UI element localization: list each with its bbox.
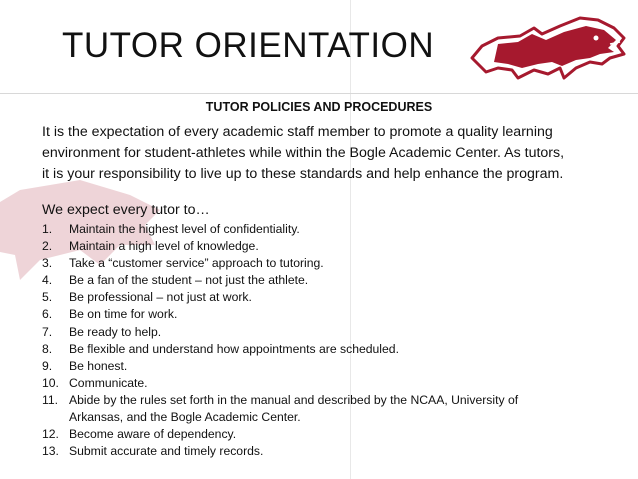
list-item: [42, 375, 602, 392]
item-number: 11.: [42, 392, 59, 407]
intro-paragraph: It is the expectation of every academic staff member to promote a quality learning environment for student-athletes while within the Bogle Academic Center. As tutors, it is your responsibility to live up to these standards and help enhance the program.: [42, 124, 565, 182]
item-number: 10.: [42, 375, 59, 390]
item-number: 13.: [42, 444, 59, 459]
item-text: Maintain the highest level of confidentiality.: [69, 222, 300, 236]
razorback-hog-logo-icon: [468, 6, 628, 90]
list-item: [42, 324, 602, 341]
list-item: [42, 341, 602, 358]
item-number: 9.: [42, 358, 53, 373]
item-text: Communicate.: [69, 375, 148, 390]
item-number: 2.: [42, 239, 53, 254]
item-text: Be a fan of the student – not just the athlete.: [69, 273, 309, 288]
item-text: Abide by the rules set forth in the manual and described by the NCAA, University of Arkansas, and the Bogle Academic Center.: [69, 392, 519, 425]
list-item: [42, 392, 602, 426]
list-item: [42, 238, 602, 255]
item-number: 8.: [42, 341, 53, 356]
list-lead: We expect every tutor to…: [42, 202, 210, 218]
list-item: [42, 255, 602, 272]
item-text: Submit accurate and timely records.: [69, 444, 264, 459]
item-text: Be ready to help.: [69, 324, 162, 339]
item-number: 12.: [42, 427, 59, 442]
item-number: 7.: [42, 324, 53, 339]
divider-horizontal: [0, 93, 638, 94]
item-number: 5.: [42, 290, 53, 305]
list-item: [42, 289, 602, 306]
section-heading: TUTOR POLICIES AND PROCEDURES: [205, 100, 433, 114]
list-item: [42, 306, 602, 323]
item-text: Be honest.: [69, 358, 128, 373]
item-number: 3.: [42, 256, 53, 271]
item-text: Be professional – not just at work.: [69, 290, 252, 305]
item-text: Be flexible and understand how appointments are scheduled.: [69, 341, 399, 356]
list-item: [42, 426, 602, 443]
expectations-list: [42, 221, 602, 460]
item-text: Take a “customer service” approach to tutoring.: [69, 256, 324, 271]
list-item: [42, 272, 602, 289]
item-number: 6.: [42, 307, 53, 322]
item-text: Be on time for work.: [69, 307, 178, 322]
list-item: [42, 358, 602, 375]
item-number: 1.: [42, 222, 53, 236]
list-item: [42, 443, 602, 460]
item-text: Maintain a high level of knowledge.: [69, 239, 259, 254]
item-number: 4.: [42, 273, 53, 288]
item-text: Become aware of dependency.: [69, 427, 237, 442]
list-item: [42, 221, 602, 238]
page-title: TUTOR ORIENTATION: [62, 26, 435, 65]
